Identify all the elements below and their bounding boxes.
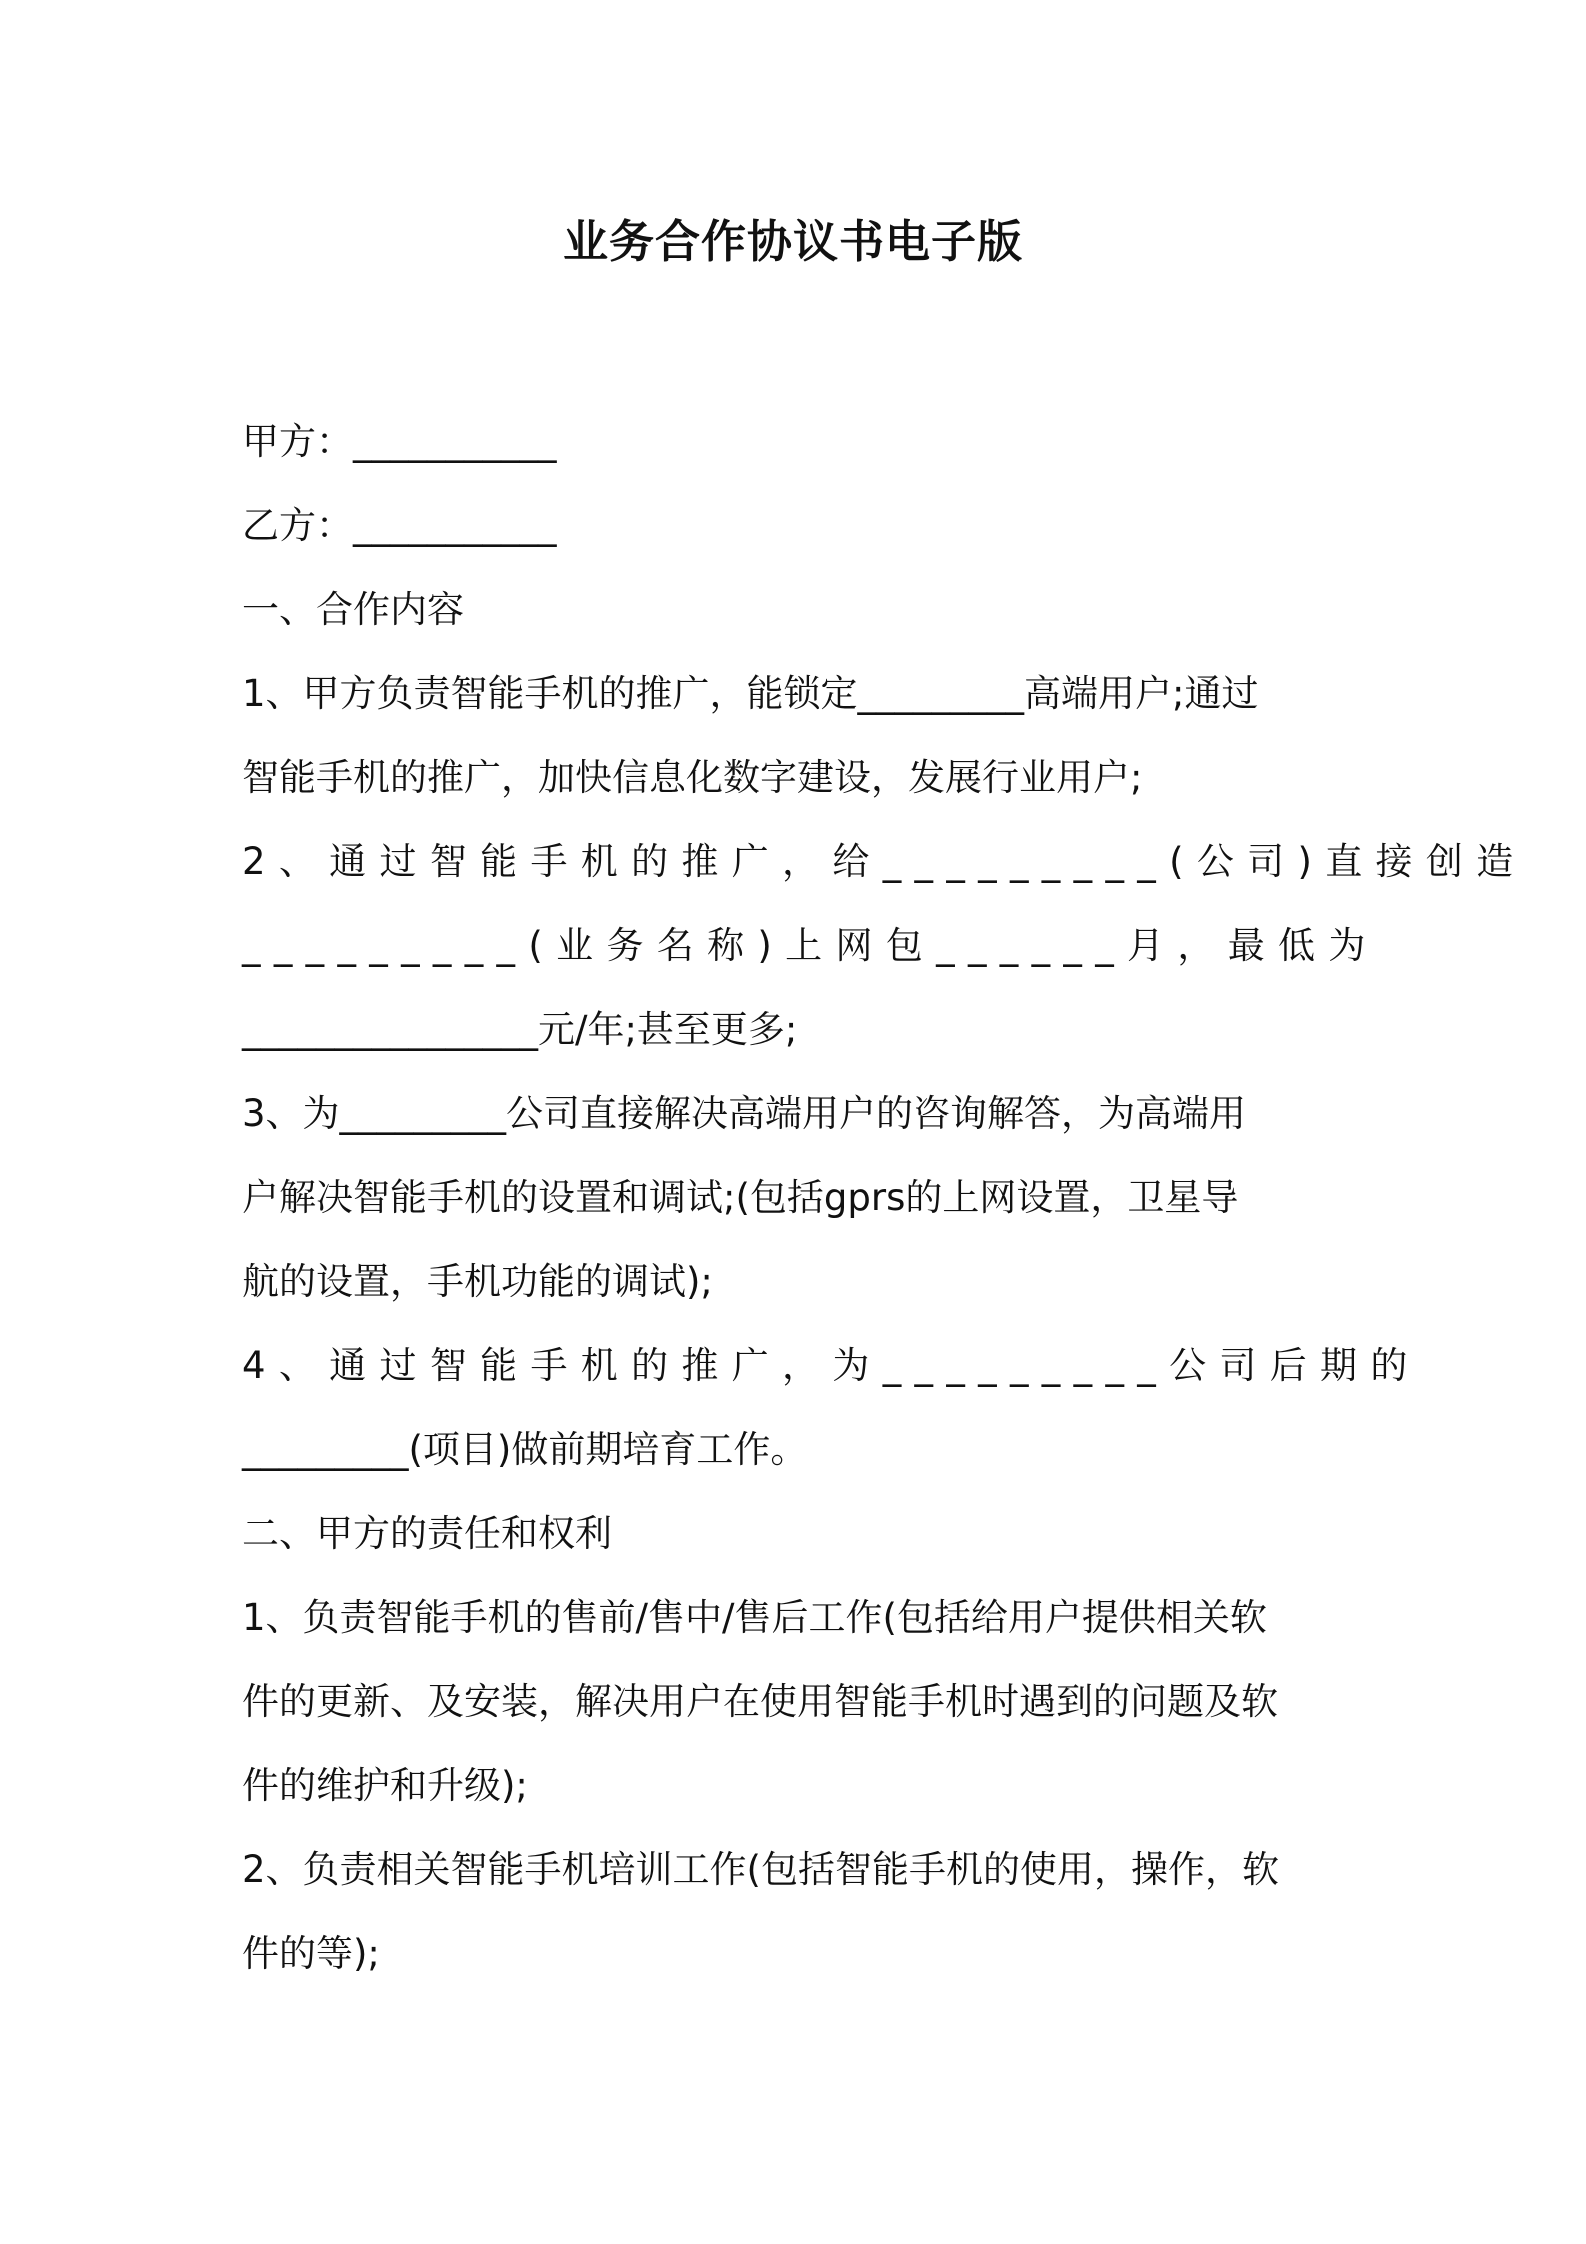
duty-1-line-1: 1、负责智能手机的售前/售中/售后工作(包括给用户提供相关软 <box>242 1596 1267 1639</box>
duty-2-line-1: 2、负责相关智能手机培训工作(包括智能手机的使用，操作，软 <box>242 1848 1279 1891</box>
party-b-line: 乙方：___________ <box>242 504 557 547</box>
clause-3-line-2: 户解决智能手机的设置和调试;(包括gprs的上网设置，卫星导 <box>242 1176 1239 1219</box>
section-heading-party-a-duties: 二、甲方的责任和权利 <box>242 1512 612 1555</box>
clause-3-line-3: 航的设置，手机功能的调试); <box>242 1260 713 1303</box>
clause-2-line-2: _________(业务名称)上网包______月，最低为 <box>242 924 1379 967</box>
clause-4-line-1: 4、通过智能手机的推广，为_________公司后期的 <box>242 1344 1421 1387</box>
clause-1-line-2: 智能手机的推广，加快信息化数字建设，发展行业用户; <box>242 756 1143 799</box>
clause-4-line-2: _________(项目)做前期培育工作。 <box>242 1428 808 1471</box>
document-title: 业务合作协议书电子版 <box>562 215 1023 268</box>
clause-2-line-3: ________________元/年;甚至更多; <box>242 1008 798 1051</box>
clause-2-line-1: 2、通过智能手机的推广，给_________(公司)直接创造 <box>242 840 1527 883</box>
duty-1-line-2: 件的更新、及安装，解决用户在使用智能手机时遇到的问题及软 <box>242 1680 1278 1723</box>
party-a-line: 甲方：___________ <box>242 420 557 463</box>
section-heading-cooperation: 一、合作内容 <box>242 588 464 631</box>
duty-2-line-2: 件的等); <box>242 1932 380 1975</box>
clause-3-line-1: 3、为_________公司直接解决高端用户的咨询解答，为高端用 <box>242 1092 1247 1135</box>
clause-1-line-1: 1、甲方负责智能手机的推广，能锁定_________高端用户;通过 <box>242 672 1259 715</box>
document-body <box>242 400 1527 1996</box>
duty-1-line-3: 件的维护和升级); <box>242 1764 528 1807</box>
